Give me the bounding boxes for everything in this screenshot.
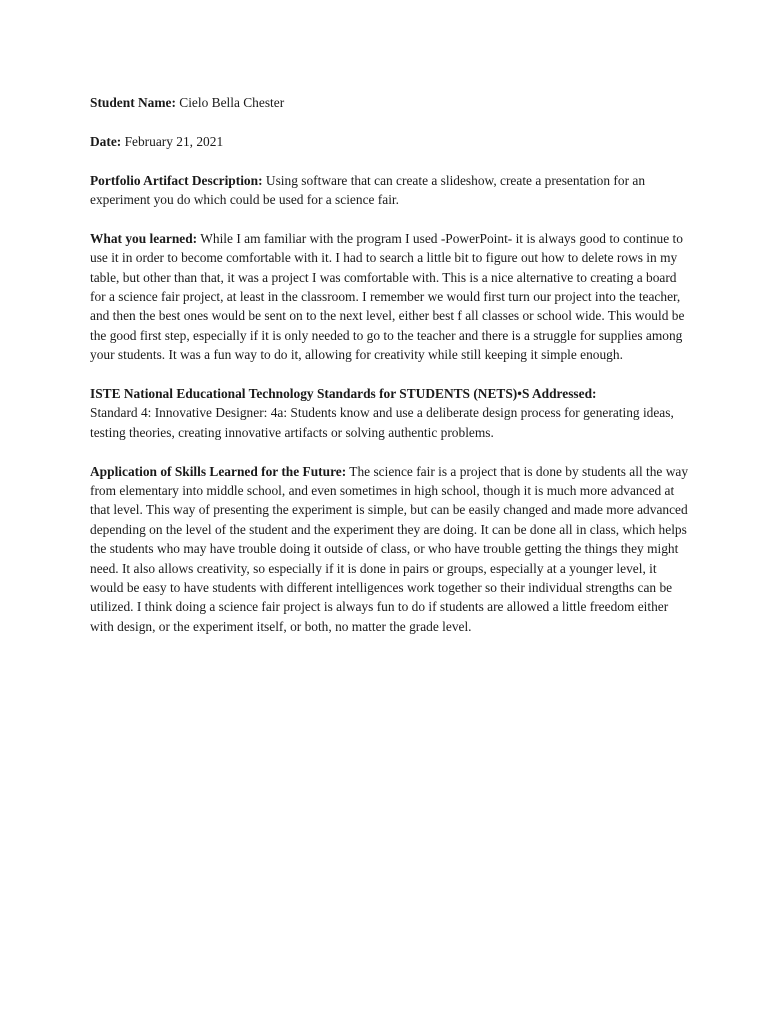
what-you-learned-text: While I am familiar with the program I used -PowerPoint- it is always good to continue to use it in order to become comfortable with it. I had to search a little bit to figure out how to delete rows in my table, but other than that, it was a project I was comfortable with. This is a nice alternative to creating a board for a science fair project, at least in the classroom. I remember we would first turn our project into the teacher, and then the best ones would be sent on to the next level, either best f all classes or school wide. This would be the good first step, especially if it is only needed to go to the teacher and there is a struggle for supplies among your students. It was a fun way to do it, allowing for creativity while still keeping it simple enough. (90, 230, 685, 363)
artifact-description-paragraph (90, 171, 690, 210)
standards-paragraph (90, 384, 690, 442)
application-text: The science fair is a project that is done by students all the way from elementary into middle school, and even sometimes in high school, though it is much more advanced at that level. This way of presenting the experiment is simple, but can be easily changed and made more advanced depending on the level of the student and the experiment they are doing. It can be done all in class, which helps the students who may have trouble doing it outside of class, or who have trouble getting the things they might need. It also allows creativity, so especially if it is done in pairs or groups, especially at a younger level, it would be easy to have students with different intelligences work together so their individual strengths can be utilized. I think doing a science fair project is always fun to do if students are allowed a little freedom either with design, or the experiment itself, or both, no matter the grade level. (90, 463, 689, 634)
standards-text: Standard 4: Innovative Designer: 4a: Students know and use a deliberate design process for generating ideas, testing theories, creating innovative artifacts or solving authentic problems. (90, 405, 674, 440)
application-label: Application of Skills Learned for the Future: (90, 463, 347, 479)
student-name-label: Student Name: (90, 95, 176, 110)
date-label: Date: (90, 133, 122, 149)
document-page (90, 93, 690, 656)
standards-label: ISTE National Educational Technology Standards for STUDENTS (NETS)•S Addressed: (90, 386, 597, 402)
what-you-learned-label: What you learned: (90, 230, 198, 246)
artifact-description-label: Portfolio Artifact Description: (90, 172, 263, 188)
date-value: February 21, 2021 (124, 133, 224, 149)
student-name-line (90, 93, 690, 112)
student-name-value: Cielo Bella Chester (179, 95, 285, 110)
what-you-learned-paragraph (90, 229, 690, 365)
date-line (90, 132, 690, 151)
artifact-description-text: Using software that can create a slideshow, create a presentation for an experiment you do which could be used for a science fair. (90, 172, 646, 207)
application-paragraph (90, 462, 690, 637)
